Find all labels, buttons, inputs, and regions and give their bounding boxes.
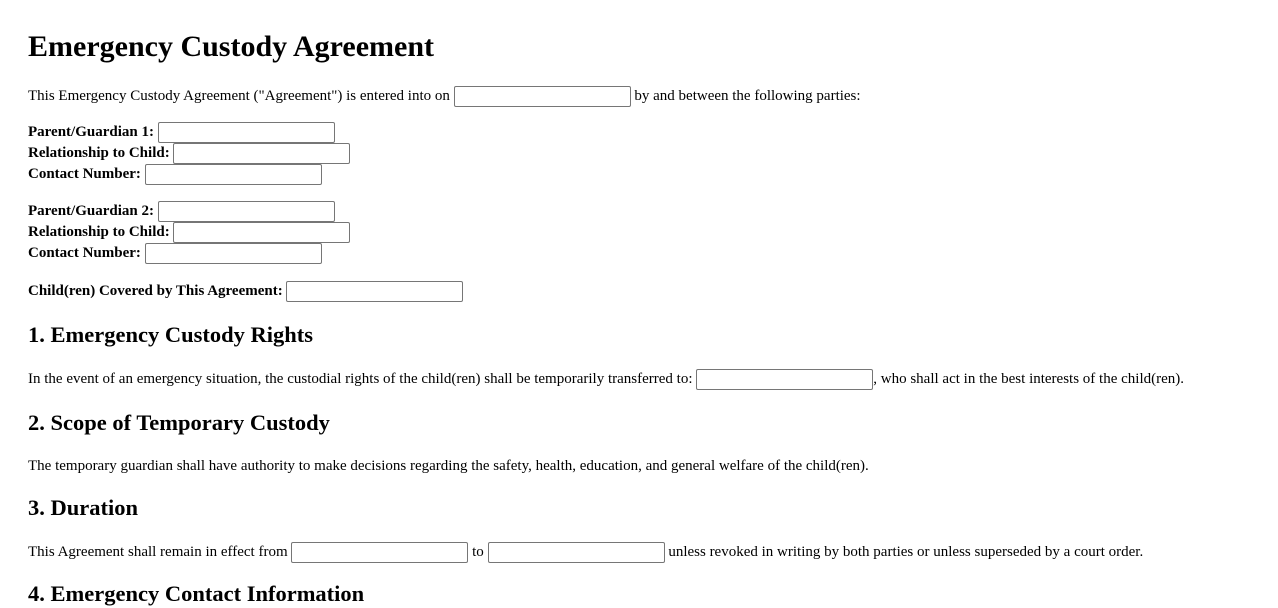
page-title: Emergency Custody Agreement xyxy=(28,30,435,63)
parent1-name-label: Parent/Guardian 1: xyxy=(28,124,154,140)
section1-paragraph xyxy=(28,369,1184,390)
parent2-contact-row xyxy=(28,243,322,264)
temporary-guardian-input[interactable] xyxy=(696,369,873,390)
section3-text-after: unless revoked in writing by both parties or unless superseded by a court order. xyxy=(668,544,1144,560)
intro-paragraph xyxy=(28,86,861,107)
parent1-relationship-input[interactable] xyxy=(173,143,350,164)
parent2-relationship-input[interactable] xyxy=(173,222,350,243)
parent2-name-row xyxy=(28,201,335,222)
section3-paragraph xyxy=(28,542,1143,563)
intro-text-before: This Emergency Custody Agreement ("Agreement") is entered into on xyxy=(28,88,450,104)
section1-heading: 1. Emergency Custody Rights xyxy=(28,322,313,347)
parent1-name-row xyxy=(28,122,335,143)
parent1-name-input[interactable] xyxy=(158,122,335,143)
parent1-contact-label: Contact Number: xyxy=(28,166,141,182)
parent1-contact-input[interactable] xyxy=(145,164,322,185)
section4-heading: 4. Emergency Contact Information xyxy=(28,581,365,606)
children-row xyxy=(28,281,463,302)
section3-heading: 3. Duration xyxy=(28,495,139,520)
section2-paragraph: The temporary guardian shall have authority to make decisions regarding the safety, health, education, and general welfare of the child(ren). xyxy=(28,458,869,474)
children-input[interactable] xyxy=(286,281,463,302)
parent2-name-label: Parent/Guardian 2: xyxy=(28,203,154,219)
section1-text-before: In the event of an emergency situation, the custodial rights of the child(ren) shall be temporarily transferred to: xyxy=(28,371,693,387)
parent2-relationship-row xyxy=(28,222,350,243)
parent2-contact-input[interactable] xyxy=(145,243,322,264)
section2-heading: 2. Scope of Temporary Custody xyxy=(28,410,330,435)
children-label: Child(ren) Covered by This Agreement: xyxy=(28,283,283,299)
parent2-relationship-label: Relationship to Child: xyxy=(28,224,170,240)
section3-text-before: This Agreement shall remain in effect from xyxy=(28,544,288,560)
section1-text-after: , who shall act in the best interests of the child(ren). xyxy=(873,371,1185,387)
agreement-date-input[interactable] xyxy=(454,86,631,107)
parent1-relationship-label: Relationship to Child: xyxy=(28,145,170,161)
parent2-name-input[interactable] xyxy=(158,201,335,222)
parent1-contact-row xyxy=(28,164,322,185)
intro-text-after: by and between the following parties: xyxy=(634,88,861,104)
parent2-contact-label: Contact Number: xyxy=(28,245,141,261)
duration-from-input[interactable] xyxy=(291,542,468,563)
parent1-relationship-row xyxy=(28,143,350,164)
section3-text-middle: to xyxy=(472,544,484,560)
duration-to-input[interactable] xyxy=(488,542,665,563)
